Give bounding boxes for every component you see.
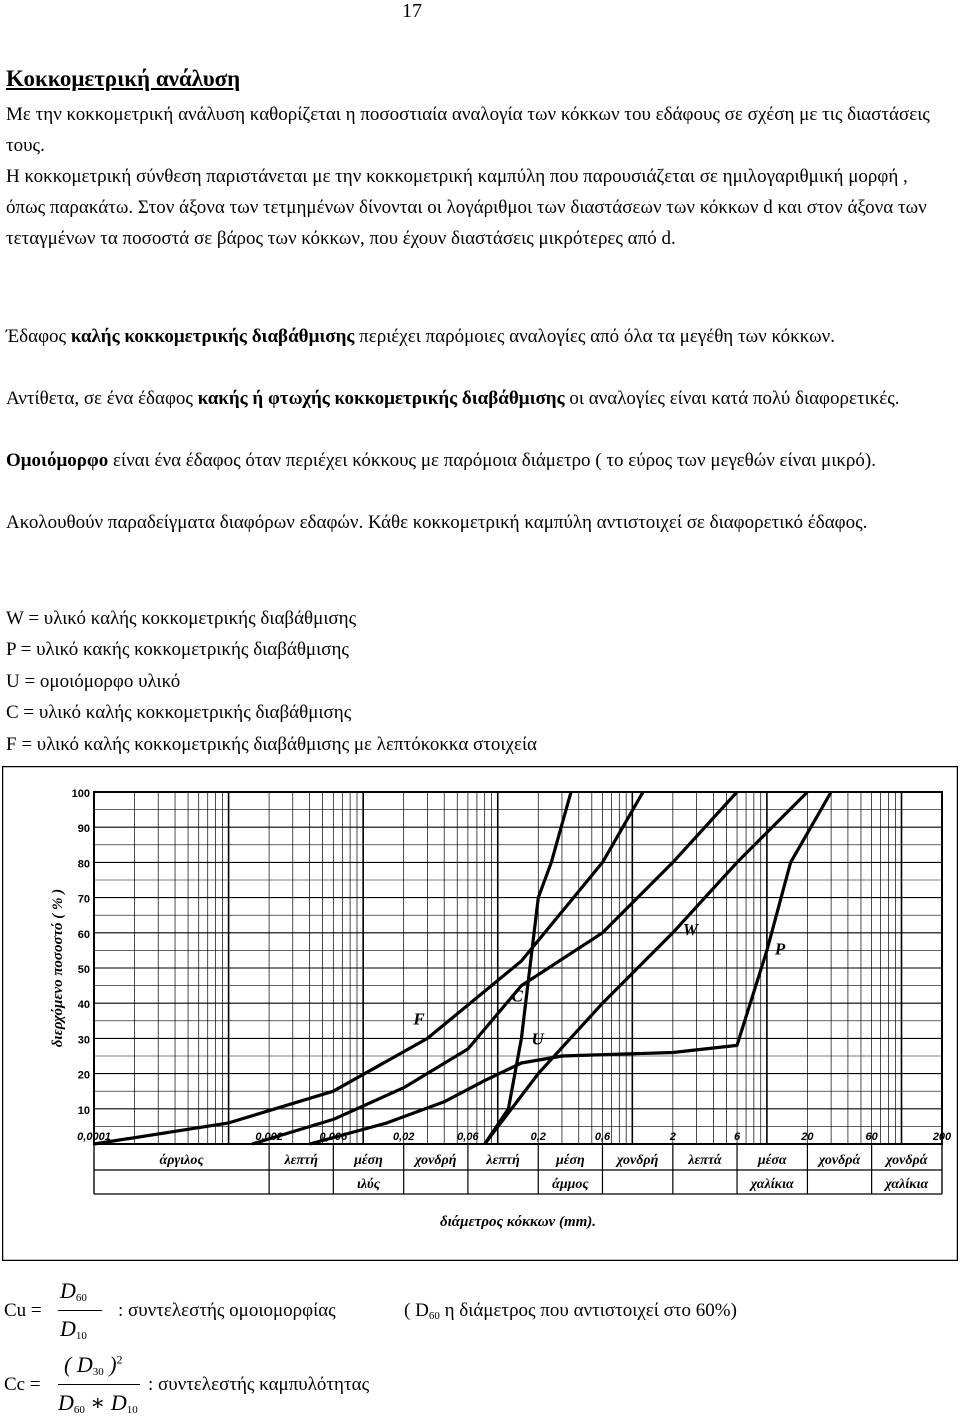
soil-class-label: λεπτή	[486, 1153, 520, 1168]
text-run: είναι ένα έδαφος όταν περιέχει κόκκους με παρόμοια διάμετρο ( το εύρος των μεγεθών είναι μικρό).	[108, 450, 876, 471]
cu-numerator	[60, 1278, 87, 1304]
superscript: 2	[116, 1352, 123, 1367]
curve-legend	[6, 603, 537, 760]
uniform-paragraph	[6, 446, 946, 477]
y-tick-label: 20	[77, 1069, 90, 1082]
text-run: D	[58, 1390, 74, 1415]
text-run: περιέχει παρόμοιες αναλογίες από όλα τα μεγέθη των κόκκων.	[354, 326, 835, 347]
page-number: 17	[402, 0, 422, 22]
cu-lhs: Cu =	[4, 1300, 42, 1321]
y-tick-label: 60	[77, 928, 90, 941]
text-run: ( D	[404, 1300, 429, 1321]
soil-group-label: χαλίκια	[750, 1177, 794, 1192]
grading-chart-svg	[2, 766, 958, 1261]
x-axis-title: διάμετρος κόκκων (mm).	[439, 1214, 597, 1230]
subscript: 60	[75, 1292, 87, 1304]
legend-item-c: C = υλικό καλής κοκκομετρικής διαβάθμισης	[6, 702, 352, 724]
subscript: 10	[75, 1330, 87, 1342]
x-tick-label: 0,02	[392, 1131, 415, 1143]
cu-description: : συντελεστής ομοιομορφίας	[118, 1300, 336, 1321]
grading-chart	[2, 766, 958, 1266]
poorly-graded-paragraph	[6, 384, 946, 415]
y-tick-label: 80	[77, 858, 90, 871]
text-run: ( D	[64, 1352, 93, 1377]
text-run: )	[103, 1352, 117, 1377]
bold-term: καλής κοκκομετρικής διαβάθμισης	[70, 326, 355, 347]
soil-group-label: ιλύς	[356, 1177, 380, 1192]
text-run: οι αναλογίες είναι κατά πολύ διαφορετικές.	[564, 388, 900, 409]
symbol: D	[60, 1316, 76, 1341]
chart-frame	[3, 767, 958, 1261]
soil-group-label: χαλίκια	[885, 1177, 929, 1192]
soil-class-label: λεπτά	[688, 1153, 722, 1168]
intro-paragraph: Με την κοκκομετρική ανάλυση καθορίζεται η ποσοστιαία αναλογία των κόκκων του εδάφους σε σχέση με τις διαστάσεις τους.	[6, 104, 930, 156]
y-tick-label: 90	[77, 823, 90, 836]
x-tick-label: 6	[733, 1131, 741, 1143]
curve-label-f: F	[413, 1009, 425, 1029]
symbol: D	[60, 1278, 76, 1303]
fraction-bar	[58, 1384, 140, 1385]
soil-class-label: χονδρή	[616, 1153, 659, 1168]
examples-paragraph: Ακολουθούν παραδείγματα διαφόρων εδαφών. Κάθε κοκκομετρική καμπύλη αντιστοιχεί σε διαφορετικό έδαφος.	[6, 512, 868, 533]
soil-class-label: χονδρά	[818, 1153, 861, 1168]
x-tick-label: 60	[865, 1131, 878, 1143]
soil-class-label: μέσα	[757, 1153, 787, 1168]
y-tick-label: 100	[71, 788, 90, 800]
subscript: 30	[92, 1366, 104, 1378]
legend-item-p: P = υλικό κακής κοκκομετρικής διαβάθμισης	[6, 639, 349, 661]
x-tick-label: 0,2	[530, 1131, 546, 1143]
x-tick-label: 20	[801, 1131, 814, 1143]
curve-label-c: C	[511, 986, 523, 1006]
legend-item-u: U = ομοιόμορφο υλικό	[6, 670, 181, 692]
cc-lhs: Cc =	[4, 1374, 41, 1395]
soil-group-label: άμμος	[552, 1177, 589, 1192]
legend-item-f: F = υλικό καλής κοκκομετρικής διαβάθμισης με λεπτόκοκκα στοιχεία	[6, 733, 538, 755]
soil-class-label: άργιλος	[159, 1153, 204, 1168]
x-tick-label: 2	[669, 1131, 676, 1143]
cc-numerator	[64, 1352, 123, 1378]
fraction-bar	[58, 1310, 102, 1311]
section-heading: Κοκκομετρική ανάλυση	[6, 66, 241, 91]
soil-class-label: χονδρή	[415, 1153, 457, 1168]
y-tick-label: 10	[77, 1104, 90, 1117]
y-tick-label: 70	[77, 893, 90, 906]
y-tick-label: 40	[77, 999, 90, 1012]
soil-class-label: χονδρά	[886, 1153, 928, 1168]
x-tick-label: 0,006	[319, 1131, 348, 1143]
soil-class-label: λεπτή	[284, 1153, 318, 1168]
x-tick-label: 0,0001	[77, 1131, 111, 1143]
text-run: ∗ D	[84, 1390, 127, 1415]
bold-term: κακής ή φτωχής κοκκομετρικής διαβάθμισης	[197, 388, 565, 409]
curve-label-w: W	[682, 919, 698, 939]
text-run: Έδαφος	[6, 326, 71, 347]
cu-note	[404, 1300, 737, 1322]
bold-term: Ομοιόμορφο	[6, 450, 109, 471]
subscript: 60	[428, 1310, 440, 1322]
curve-label-u: U	[531, 1029, 544, 1049]
y-tick-label: 50	[77, 964, 90, 976]
legend-item-w: W = υλικό καλής κοκκομετρικής διαβάθμισης	[6, 608, 357, 629]
soil-class-label: μέση	[555, 1153, 585, 1168]
cc-formula	[0, 1350, 960, 1425]
subscript: 10	[126, 1404, 138, 1416]
cc-denominator	[58, 1390, 138, 1416]
curve-label-p: P	[774, 939, 786, 959]
cu-formula	[0, 1280, 960, 1350]
curve-paragraph: Η κοκκομετρική σύνθεση παριστάνεται με την κοκκομετρική καμπύλη που παρουσιάζεται σε ημιλογαριθμική μορφή , όπως παρακάτω. Στον άξονα των τετμημένων δίνονται οι λογάριθμοι των διαστάσεων των κόκκων d και στον άξονα των τεταγμένων τα ποσοστά σε βάρος των κόκκων, που έχουν διαστάσεις μικρότερες από d.	[6, 166, 927, 249]
y-tick-label: 30	[77, 1034, 90, 1047]
soil-class-label: μέση	[354, 1153, 383, 1168]
well-graded-paragraph	[6, 322, 946, 353]
x-tick-label: 0,002	[255, 1131, 283, 1143]
subscript: 60	[73, 1404, 85, 1416]
cu-denominator	[60, 1316, 87, 1342]
text-run: Αντίθετα, σε ένα έδαφος	[6, 388, 198, 409]
text-run: η διάμετρος που αντιστοιχεί στο 60%)	[439, 1300, 737, 1321]
cc-description: : συντελεστής καμπυλότητας	[148, 1374, 370, 1395]
x-tick-label: 0,6	[594, 1131, 611, 1143]
x-tick-label: 0,06	[457, 1131, 479, 1143]
x-tick-label: 200	[932, 1131, 952, 1143]
chart-grid	[94, 792, 942, 1144]
y-axis-title: διερχόμενο ποσοστό ( % )	[50, 888, 66, 1048]
